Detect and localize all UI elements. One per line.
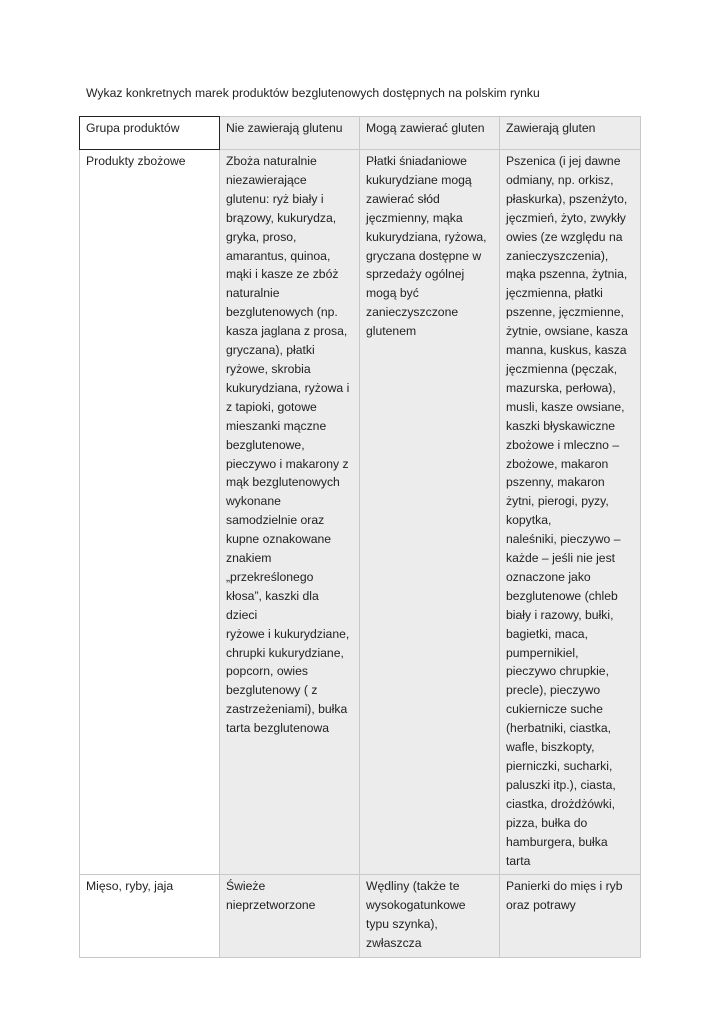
table-cell-group [80, 150, 220, 875]
table-cell-contains [500, 150, 641, 875]
cell-text: Zboża naturalnie niezawierające glutenu: ryż biały i brązowy, kukurydza, gryka, proso, amarantus, quinoa, mąki i kasze ze zbóż naturalnie bezglutenowych (np. kasza jaglana z prosa, gryczana), płatki ryżowe, skrobia kukurydziana, ryżowa i z tapioki, gotowe mieszanki mączne bezglutenowe, pieczywo i makarony z mąk bezglutenowych wykonane samodzielnie oraz kupne oznakowane znakiem „przekreślonego kłosa”, kaszki dla dzieci ryżowe i kukurydziane, chrupki kukurydziane, popcorn, owies bezglutenowy ( z zastrzeżeniami), bułka tarta bezglutenowa [226, 154, 350, 736]
table-cell-contains [500, 875, 641, 958]
table-cell-no-gluten [220, 875, 360, 958]
header-contains-gluten: Zawierają gluten [500, 117, 641, 150]
table-cell-no-gluten [220, 150, 360, 875]
table-cell-may-contain [360, 875, 500, 958]
table-row [80, 150, 641, 875]
table-row [80, 875, 641, 958]
table-cell-group [80, 875, 220, 958]
gluten-products-table [79, 116, 641, 958]
header-product-group: Grupa produktów [80, 117, 220, 150]
document-title: Wykaz konkretnych marek produktów bezglutenowych dostępnych na polskim rynku [86, 86, 540, 100]
cell-text: Świeże nieprzetworzone [226, 879, 316, 913]
header-may-contain-gluten: Mogą zawierać gluten [360, 117, 500, 150]
cell-text: Pszenica (i jej dawne odmiany, np. orkisz, płaskurka), pszenżyto, jęczmień, żyto, zwykły owies (ze względu na zanieczyszczenia), mąka pszenna, żytnia, jęczmienna, płatki pszenne, jęczmienne, żytnie, owsiane, kasza manna, kuskus, kasza jęczmienna (pęczak, mazurska, perłowa), musli, kasze owsiane, kaszki błyskawiczne zbożowe i mleczno – zbożowe, makaron pszenny, makaron żytni, pierogi, pyzy, kopytka, naleśniki, pieczywo – każde – jeśli nie jest oznaczone jako bezglutenowe (chleb biały i razowy, bułki, bagietki, maca, pumpernikiel, pieczywo chrupkie, precle), pieczywo cukiernicze suche (herbatniki, ciastka, wafle, biszkopty, pierniczki, sucharki, paluszki itp.), ciasta, ciastka, drożdżówki, pizza, bułka do hamburgera, bułka tarta [506, 154, 628, 868]
cell-text: Panierki do mięs i ryb oraz potrawy [506, 879, 623, 913]
cell-text: Mięso, ryby, jaja [86, 879, 174, 894]
cell-text: Płatki śniadaniowe kukurydziane mogą zawierać słód jęczmienny, mąka kukurydziana, ryżowa, gryczana dostępne w sprzedaży ogólnej mogą być zanieczyszczone glutenem [366, 154, 487, 339]
cell-text: Produkty zbożowe [86, 154, 186, 168]
header-no-gluten: Nie zawierają glutenu [220, 117, 360, 150]
table-cell-may-contain [360, 150, 500, 875]
table-header-row [80, 117, 641, 150]
cell-text: Wędliny (także te wysokogatunkowe typu szynka), zwłaszcza [366, 879, 466, 951]
